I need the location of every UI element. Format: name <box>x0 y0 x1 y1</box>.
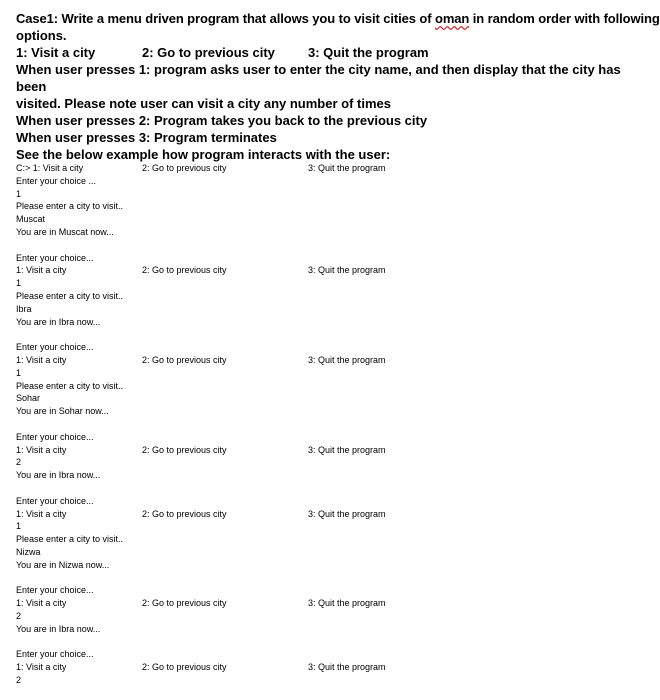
spacer <box>16 635 636 648</box>
menu-option-previous: 2: Go to previous city <box>142 354 227 365</box>
user-input-line: 2 <box>16 610 22 621</box>
city-prompt-line: Please enter a city to visit.. <box>16 201 124 212</box>
menu-option-visit: 1: Visit a city <box>16 265 67 276</box>
menu-option-previous: 2: Go to previous city <box>142 598 227 609</box>
result-line: You are in Nizwa now... <box>16 559 110 570</box>
menu-option-visit: 1: Visit a city <box>16 662 67 673</box>
prompt-line: Enter your choice ... <box>16 175 97 186</box>
option-quit: 3: Quit the program <box>308 45 429 60</box>
case-title-line <box>16 10 660 27</box>
prompt-line: Enter your choice... <box>16 585 94 596</box>
instruction-line: When user presses 2: Program takes you back to the previous city <box>16 113 428 128</box>
menu-option-previous: 2: Go to previous city <box>142 163 227 173</box>
console-transcript <box>16 162 636 687</box>
spacer <box>16 572 636 585</box>
result-line: You are in Ibra now... <box>16 470 101 481</box>
user-input-line: 1 <box>16 188 22 199</box>
menu-option-previous: 2: Go to previous city <box>142 662 227 673</box>
city-input-line: Muscat <box>16 214 46 225</box>
user-input-line: 1 <box>16 278 22 289</box>
menu-option-quit: 3: Quit the program <box>308 444 386 455</box>
city-input-line: Nizwa <box>16 546 41 557</box>
prompt-line: Enter your choice... <box>16 342 94 353</box>
spacer <box>16 482 636 495</box>
spacer <box>16 239 636 252</box>
menu-row <box>16 264 636 277</box>
option-visit: 1: Visit a city <box>16 45 96 60</box>
result-line: You are in Muscat now... <box>16 226 114 237</box>
menu-option-visit: 1: Visit a city <box>16 598 67 609</box>
menu-option-quit: 3: Quit the program <box>308 598 386 609</box>
prompt-line: Enter your choice... <box>16 495 94 506</box>
instruction-line: When user presses 1: program asks user to enter the city name, and then display that the city has been <box>16 62 621 94</box>
menu-option-previous: 2: Go to previous city <box>142 265 227 276</box>
city-input-line: Ibra <box>16 303 32 314</box>
instruction-line: visited. Please note user can visit a city any number of times <box>16 96 391 111</box>
prompt-line: Enter your choice... <box>16 431 94 442</box>
menu-row <box>16 508 636 521</box>
user-input-line: 1 <box>16 521 22 532</box>
menu-option-visit: 1: Visit a city <box>16 508 67 519</box>
instruction-line: When user presses 3: Program terminates <box>16 130 277 145</box>
city-prompt-line: Please enter a city to visit.. <box>16 290 124 301</box>
user-input-line: 2 <box>16 457 22 468</box>
menu-option-visit: 1: Visit a city <box>16 354 67 365</box>
menu-option-previous: 2: Go to previous city <box>142 444 227 455</box>
menu-option-quit: 3: Quit the program <box>308 163 386 173</box>
city-input-line: Sohar <box>16 393 41 404</box>
menu-row <box>16 162 636 175</box>
result-line: You are in Ibra now... <box>16 623 101 634</box>
city-prompt-line: Please enter a city to visit.. <box>16 380 124 391</box>
menu-options-header <box>16 44 636 61</box>
assignment-description <box>16 10 660 163</box>
menu-row <box>16 597 636 610</box>
menu-row <box>16 444 636 457</box>
prompt-line: Enter your choice... <box>16 252 94 263</box>
instruction-line: See the below example how program interacts with the user: <box>16 147 391 162</box>
menu-row <box>16 661 636 674</box>
menu-option-quit: 3: Quit the program <box>308 662 386 673</box>
menu-row <box>16 354 636 367</box>
menu-option-visit: C:> 1: Visit a city <box>16 163 84 173</box>
menu-option-visit: 1: Visit a city <box>16 444 67 455</box>
option-previous: 2: Go to previous city <box>142 45 275 60</box>
menu-option-previous: 2: Go to previous city <box>142 508 227 519</box>
misspelled-word: oman <box>434 11 470 26</box>
menu-option-quit: 3: Quit the program <box>308 354 386 365</box>
case-title-end: in random order with following <box>469 11 660 26</box>
menu-option-quit: 3: Quit the program <box>308 265 386 276</box>
spacer <box>16 418 636 431</box>
spacer <box>16 328 636 341</box>
menu-option-quit: 3: Quit the program <box>308 508 386 519</box>
result-line: You are in Ibra now... <box>16 316 101 327</box>
prompt-line: Enter your choice... <box>16 649 94 660</box>
case-title-start: Case1: Write a menu driven program that allows you to visit cities of <box>16 11 435 26</box>
city-prompt-line: Please enter a city to visit.. <box>16 534 124 545</box>
user-input-line: 1 <box>16 367 22 378</box>
case-title-continuation: options. <box>16 28 67 43</box>
user-input-line: 2 <box>16 674 22 685</box>
result-line: You are in Sohar now... <box>16 406 109 417</box>
